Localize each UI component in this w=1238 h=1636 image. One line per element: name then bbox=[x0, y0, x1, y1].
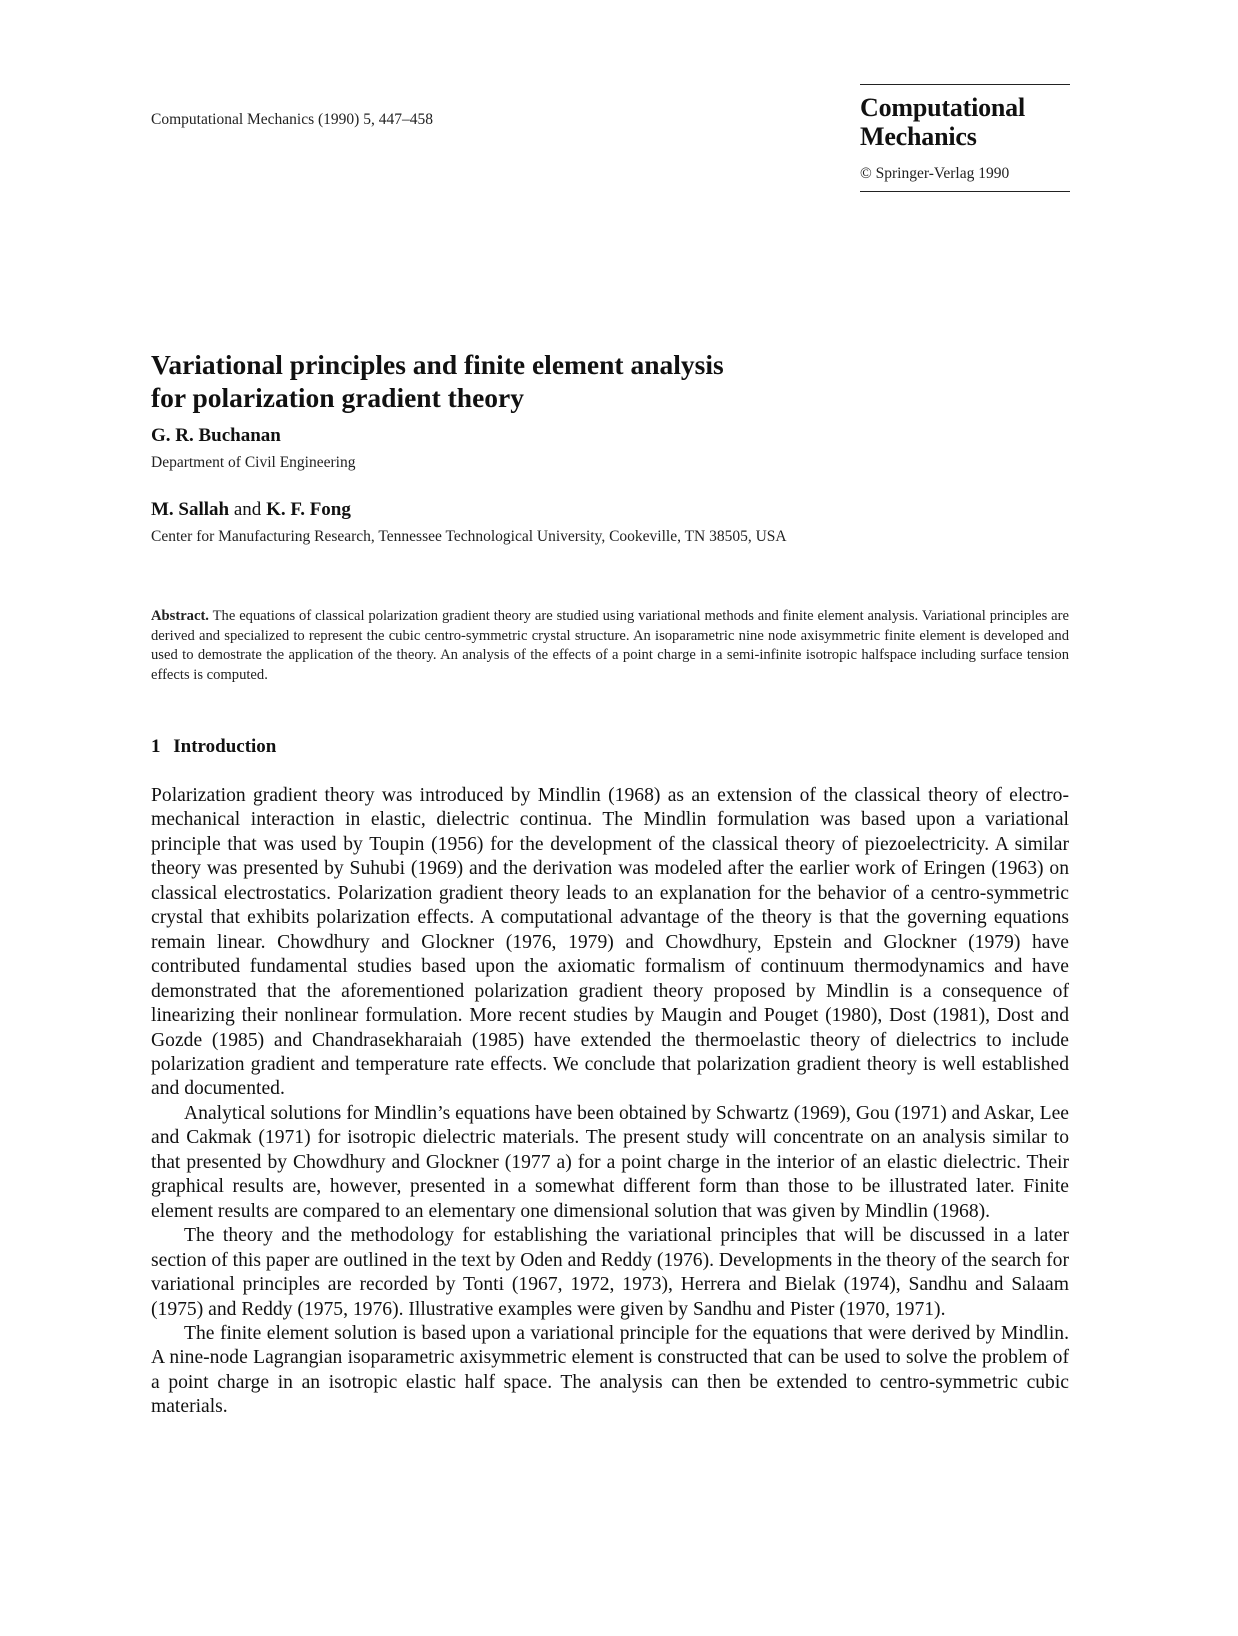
section-number: 1 bbox=[151, 736, 161, 757]
paragraph-1: Polarization gradient theory was introduced by Mindlin (1968) as an extension of the classical theory of electro-mechanical interaction in elastic, dielectric continua. The Mindlin formulation was based upon a variational principle that was used by Toupin (1956) for the development of the classical theory of piezoelectricity. A similar theory was presented by Suhubi (1969) and the derivation was modeled after the earlier work of Eringen (1963) on classical electrostatics. Polarization gradient theory leads to an explanation for the behavior of a centro-symmetric crystal that exhibits polarization effects. A computational advantage of the theory is that the governing equations remain linear. Chowdhury and Glockner (1976, 1979) and Chowdhury, Epstein and Glockner (1979) have contributed fundamental studies based upon the axiomatic formalism of continuum thermodynamics and have demonstrated that the aforementioned polarization gradient theory proposed by Mindlin is a consequence of linearizing their nonlinear formulation. More recent studies by Maugin and Pouget (1980), Dost (1981), Dost and Gozde (1985) and Chandrasekharaiah (1985) have extended the thermoelastic theory of dielectrics to include polarization gradient and temperature rate effects. We conclude that polarization gradient theory is well established and documented. bbox=[151, 785, 1069, 1100]
paragraph-3: The theory and the methodology for establishing the variational principles that will be discussed in a later section of this paper are outlined in the text by Oden and Reddy (1976). Developments in the theory of the search for variational principles are recorded by Tonti (1967, 1972, 1973), Herrera and Bielak (1974), Sandhu and Salaam (1975) and Reddy (1975, 1976). Illustrative examples were given by Sandhu and Pister (1970, 1971). bbox=[151, 1225, 1069, 1320]
journal-masthead bbox=[860, 84, 1070, 192]
paper-title bbox=[151, 348, 951, 414]
copyright-notice: © Springer-Verlag 1990 bbox=[860, 165, 1010, 182]
author-2b: K. F. Fong bbox=[266, 499, 351, 520]
paper-title-line2: for polarization gradient theory bbox=[151, 382, 524, 413]
section-title: Introduction bbox=[173, 736, 277, 757]
section-body bbox=[151, 784, 1069, 1420]
paragraph-4: The finite element solution is based upon a variational principle for the equations that were derived by Mindlin. A nine-node Lagrangian isoparametric axisymmetric element is constructed that can be used to solve the problem of a point charge in an isotropic elastic half space. The analysis can then be extended to centro-symmetric cubic materials. bbox=[151, 1322, 1069, 1418]
author-1: G. R. Buchanan bbox=[151, 425, 281, 446]
affiliation-1: Department of Civil Engineering bbox=[151, 454, 356, 471]
running-head: Computational Mechanics (1990) 5, 447–458 bbox=[151, 111, 433, 128]
abstract-text: The equations of classical polarization gradient theory are studied using variational methods and finite element analysis. Variational principles are derived and specialized to represent the cubic centro-symmetric crystal structure. An isoparametric nine node axisymmetric finite element is developed and used to demostrate the application of the theory. An analysis of the effects of a point charge in a semi-infinite isotropic halfspace including surface tension effects is computed. bbox=[151, 608, 1069, 683]
journal-title bbox=[860, 93, 1070, 151]
abstract bbox=[151, 607, 1069, 685]
author-2 bbox=[151, 499, 351, 521]
paragraph-2: Analytical solutions for Mindlin’s equations have been obtained by Schwartz (1969), Gou (1971) and Askar, Lee and Cakmak (1971) for isotropic dielectric materials. The present study will concentrate on an analysis similar to that presented by Chowdhury and Glockner (1977 a) for a point charge in the interior of an elastic dielectric. Their graphical results are, however, presented in a somewhat different form than those to be illustrated later. Finite element results are compared to an elementary one dimensional solution that was given by Mindlin (1968). bbox=[151, 1102, 1069, 1222]
affiliation-2: Center for Manufacturing Research, Tennessee Technological University, Cookeville, TN 38505, USA bbox=[151, 528, 787, 545]
paper-title-line1: Variational principles and finite element analysis bbox=[151, 349, 724, 380]
section-heading bbox=[151, 736, 276, 758]
author-2a: M. Sallah bbox=[151, 499, 230, 520]
author-conjunction: and bbox=[233, 499, 262, 520]
journal-title-line2: Mechanics bbox=[860, 122, 977, 151]
journal-title-line1: Computational bbox=[860, 93, 1025, 122]
abstract-lead: Abstract. bbox=[151, 608, 209, 624]
